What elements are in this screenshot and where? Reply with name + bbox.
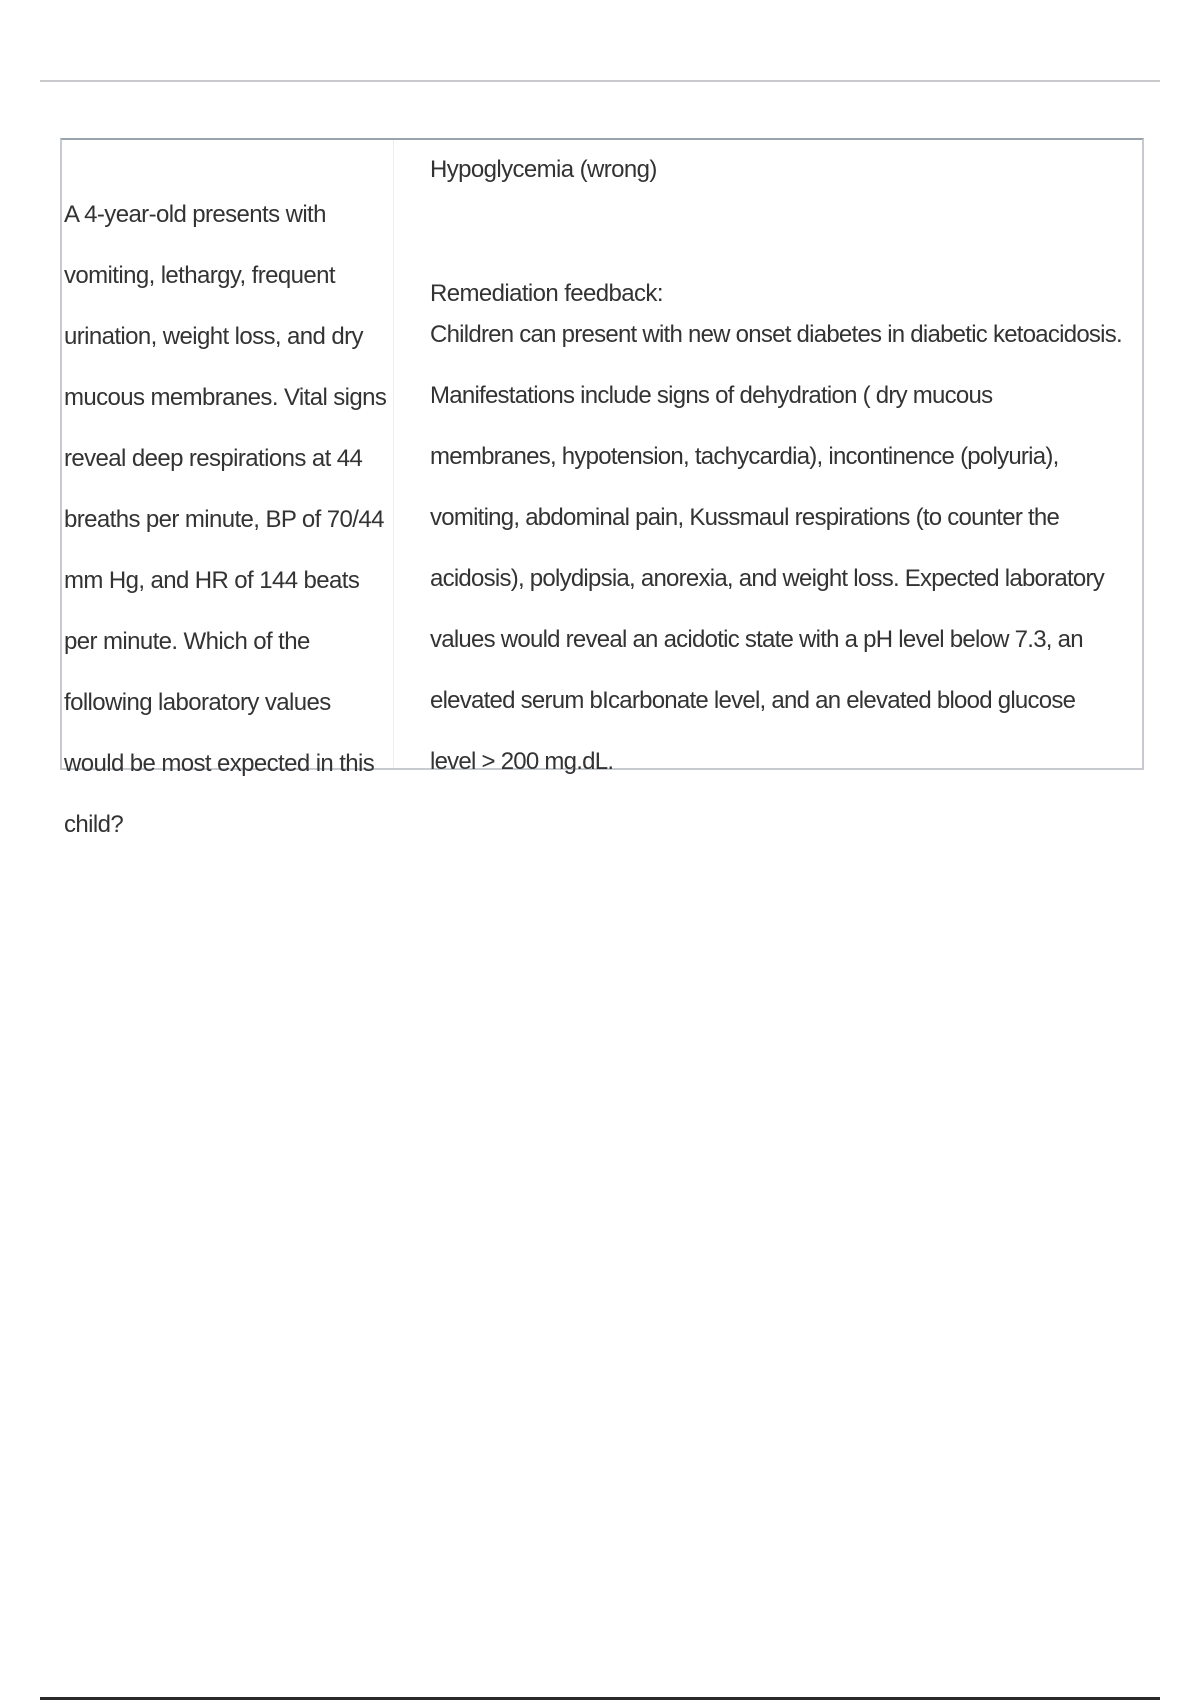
- question-cell: [62, 140, 394, 838]
- question-text: A 4-year-old presents with vomiting, lethargy, frequent urination, weight loss, and dry mucous membranes. Vital signs reveal deep respirations at 44 breaths per minute, BP of 70/44 mm Hg, and HR of 144 beats per minute. Which of the following laboratory values would be most expected in this child?: [64, 201, 387, 838]
- feedback-text: Children can present with new onset diabetes in diabetic ketoacidosis. Manifestations include signs of dehydration ( dry mucous membranes, hypotension, tachycardia), incontinence (polyuria), vomiting, abdominal pain, Kussmaul respirations (to counter the acidosis), polydipsia, anorexia, and weight loss. Expected laboratory values would reveal an acidotic state with a pH level below 7.3, an elevated serum bIcarbonate level, and an elevated blood glucose level > 200 mg.dL.: [430, 321, 1122, 775]
- selected-answer: Hypoglycemia (wrong): [430, 156, 657, 183]
- answer-cell: [394, 140, 1142, 775]
- feedback-label: Remediation feedback:: [430, 280, 663, 307]
- question-feedback-table: [60, 138, 1144, 838]
- top-divider: [40, 80, 1160, 82]
